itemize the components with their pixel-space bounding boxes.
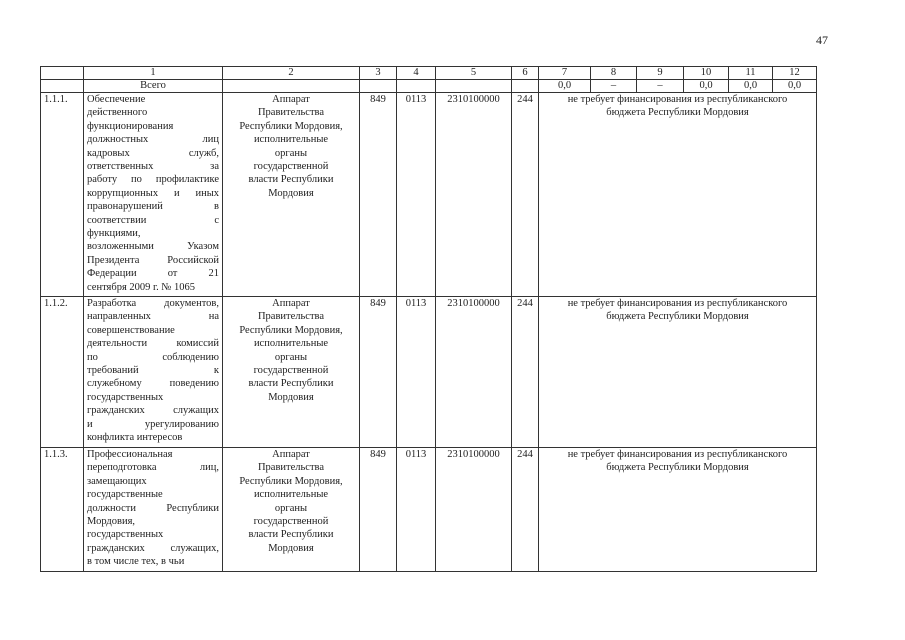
text-line: ответственных за (87, 161, 219, 173)
text-line: государственные (87, 489, 163, 501)
text-line: органы (274, 502, 308, 514)
text-line: гражданских служащих, (87, 542, 219, 554)
header-cell: 6 (512, 67, 539, 80)
row-number: 1.1.3. (41, 448, 84, 572)
empty-cell (397, 80, 436, 93)
text-line: Мордовия (268, 542, 314, 554)
total-row (41, 80, 817, 93)
text-line: государственной (253, 161, 329, 173)
total-c11: 0,0 (729, 80, 773, 93)
header-cell: 12 (773, 67, 817, 80)
code-vr: 244 (512, 448, 539, 572)
text-line: Республики Мордовия, (239, 475, 343, 487)
empty-cell (360, 80, 397, 93)
financing-note (539, 93, 817, 297)
text-line: бюджета Республики Мордовия (606, 107, 749, 119)
text-line: функционирования (87, 120, 174, 132)
text-line: требований к (87, 365, 219, 377)
text-line: деятельности комиссий (87, 338, 219, 350)
text-line: работу по профилактике (87, 174, 219, 186)
code-rzpr: 0113 (397, 93, 436, 297)
text-line: исполнительные (253, 489, 329, 501)
text-line: власти Республики (248, 378, 334, 390)
total-num-cell (41, 80, 84, 93)
empty-cell (436, 80, 512, 93)
code-grbs: 849 (360, 93, 397, 297)
table-row (41, 93, 817, 297)
text-line: Правительства (257, 311, 325, 323)
text-line: не требует финансирования из республиканского (567, 298, 788, 309)
text-line: возложенными Указом (87, 241, 219, 253)
text-line: Профессиональная (87, 449, 173, 460)
text-line: коррупционных и иных (87, 187, 219, 199)
text-line: бюджета Республики Мордовия (606, 311, 749, 323)
text-line: не требует финансирования из республиканского (567, 449, 788, 460)
total-c12: 0,0 (773, 80, 817, 93)
header-cell: 10 (684, 67, 729, 80)
text-line: Мордовия (268, 187, 314, 199)
text-line: органы (274, 147, 308, 159)
text-line: Мордовия (268, 391, 314, 403)
text-line: гражданских служащих (87, 405, 219, 417)
code-grbs: 849 (360, 448, 397, 572)
header-cell: 4 (397, 67, 436, 80)
text-line: кадровых служб, (87, 147, 219, 159)
table-row (41, 297, 817, 448)
total-c7: 0,0 (539, 80, 591, 93)
executor (223, 297, 360, 448)
text-line: соответствии с (87, 214, 219, 226)
text-line: Обеспечение (87, 94, 146, 105)
text-line: не требует финансирования из республиканского (567, 94, 788, 105)
code-csr: 2310100000 (436, 93, 512, 297)
text-line: государственных (87, 529, 164, 541)
text-line: Республики Мордовия, (239, 324, 343, 336)
row-number: 1.1.2. (41, 297, 84, 448)
text-line: Мордовия, (87, 516, 136, 528)
header-cell: 2 (223, 67, 360, 80)
text-line: государственных (87, 391, 164, 403)
text-line: в том числе тех, в чьи (87, 556, 185, 568)
program-table (40, 66, 817, 572)
header-cell: 11 (729, 67, 773, 80)
text-line: Аппарат (272, 449, 310, 460)
text-line: конфликта интересов (87, 432, 183, 444)
code-vr: 244 (512, 297, 539, 448)
code-grbs: 849 (360, 297, 397, 448)
text-line: сентября 2009 г. № 1065 (87, 281, 196, 293)
text-line: государственной (253, 365, 329, 377)
header-cell: 7 (539, 67, 591, 80)
measure-description (84, 93, 223, 297)
code-csr: 2310100000 (436, 297, 512, 448)
empty-cell (512, 80, 539, 93)
financing-note (539, 297, 817, 448)
text-line: функциями, (87, 228, 141, 240)
text-line: бюджета Республики Мордовия (606, 462, 749, 474)
text-line: исполнительные (253, 134, 329, 146)
text-line: правонарушений в (87, 201, 219, 213)
financing-note (539, 448, 817, 572)
measure-description (84, 297, 223, 448)
text-line: органы (274, 351, 308, 363)
text-line: замещающих (87, 475, 147, 487)
code-rzpr: 0113 (397, 448, 436, 572)
text-line: должностных лиц (87, 134, 219, 146)
column-number-row (41, 67, 817, 80)
text-line: Аппарат (272, 298, 310, 309)
header-cell: 3 (360, 67, 397, 80)
header-cell (41, 67, 84, 80)
text-line: власти Республики (248, 529, 334, 541)
code-csr: 2310100000 (436, 448, 512, 572)
text-line: совершенствование (87, 324, 175, 336)
code-rzpr: 0113 (397, 297, 436, 448)
total-label: Всего (84, 80, 223, 93)
measure-description (84, 448, 223, 572)
text-line: по соблюдению (87, 351, 219, 363)
executor (223, 448, 360, 572)
total-c9: – (637, 80, 684, 93)
table-row (41, 448, 817, 572)
executor (223, 93, 360, 297)
text-line: Президента Российской (87, 254, 219, 266)
header-cell: 5 (436, 67, 512, 80)
text-line: Правительства (257, 107, 325, 119)
code-vr: 244 (512, 93, 539, 297)
header-cell: 1 (84, 67, 223, 80)
text-line: и урегулированию (87, 418, 219, 430)
text-line: Федерации от 21 (87, 268, 219, 280)
text-line: служебному поведению (87, 378, 219, 390)
header-cell: 9 (637, 67, 684, 80)
text-line: Республики Мордовия, (239, 120, 343, 132)
text-line: должности Республики (87, 502, 219, 514)
text-line: Правительства (257, 462, 325, 474)
total-c10: 0,0 (684, 80, 729, 93)
text-line: действенного (87, 107, 148, 119)
text-line: переподготовка лиц, (87, 462, 219, 474)
row-number: 1.1.1. (41, 93, 84, 297)
empty-cell (223, 80, 360, 93)
text-line: государственной (253, 516, 329, 528)
text-line: Аппарат (272, 94, 310, 105)
text-line: власти Республики (248, 174, 334, 186)
page-number: 47 (816, 33, 828, 47)
text-line: исполнительные (253, 338, 329, 350)
text-line: Разработка документов, (87, 298, 219, 309)
text-line: направленных на (87, 311, 219, 323)
total-c8: – (591, 80, 637, 93)
header-cell: 8 (591, 67, 637, 80)
